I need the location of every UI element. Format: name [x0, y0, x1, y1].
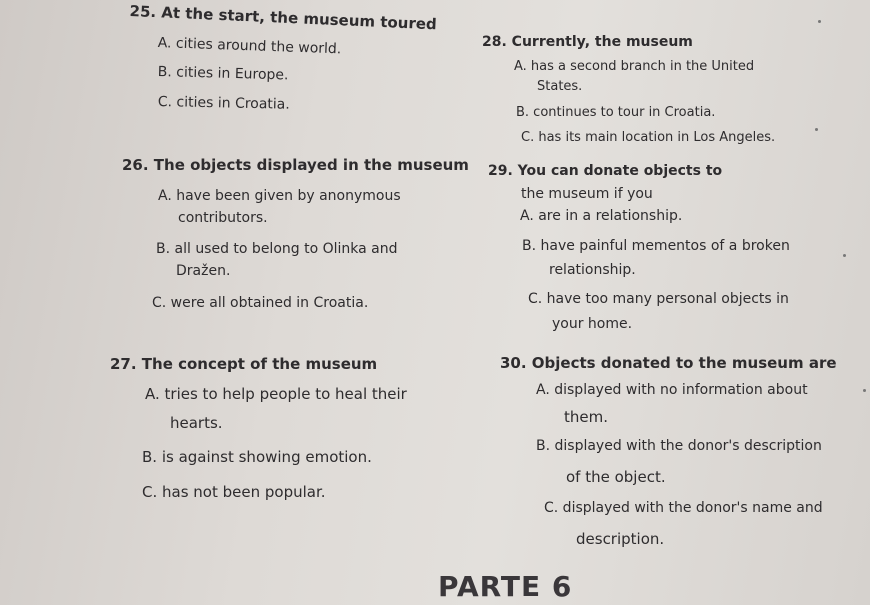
q26-option-b-line1: B. all used to belong to Olinka and: [156, 241, 398, 257]
question-28-stem: 28. Currently, the museum: [482, 34, 693, 50]
q25-option-b: B. cities in Europe.: [157, 64, 289, 84]
q30-option-b-line2: of the object.: [566, 468, 666, 486]
question-29-stem-line2: the museum if you: [521, 186, 653, 202]
paper-speck: [863, 389, 866, 392]
q27-option-a-line1: A. tries to help people to heal their: [145, 385, 407, 403]
q30-option-a-line1: A. displayed with no information about: [536, 382, 808, 398]
question-29-stem-line1: 29. You can donate objects to: [488, 163, 723, 179]
q25-option-a: A. cities around the world.: [157, 35, 342, 58]
q28-option-a-line2: States.: [537, 79, 583, 94]
q28-option-b: B. continues to tour in Croatia.: [516, 105, 716, 120]
paper-speck: [815, 128, 818, 131]
q30-option-b-line1: B. displayed with the donor's description: [536, 438, 822, 454]
q30-option-c-line1: C. displayed with the donor's name and: [544, 500, 823, 516]
section-heading: PARTE 6: [438, 570, 573, 603]
q28-option-c: C. has its main location in Los Angeles.: [521, 130, 776, 145]
q29-option-b-line1: B. have painful mementos of a broken: [522, 238, 790, 254]
q29-option-c-line1: C. have too many personal objects in: [528, 291, 789, 307]
q29-option-b-line2: relationship.: [549, 262, 636, 278]
question-30-stem: 30. Objects donated to the museum are: [500, 354, 837, 372]
q27-option-a-line2: hearts.: [170, 414, 223, 432]
q30-option-c-line2: description.: [576, 530, 665, 548]
q29-option-a: A. are in a relationship.: [520, 208, 683, 224]
question-26-stem: 26. The objects displayed in the museum: [122, 156, 469, 174]
q27-option-c: C. has not been popular.: [142, 483, 326, 501]
q29-option-c-line2: your home.: [552, 316, 633, 332]
q26-option-a-line2: contributors.: [178, 210, 268, 226]
paper-speck: [843, 254, 846, 257]
q27-option-b: B. is against showing emotion.: [142, 448, 372, 466]
q30-option-a-line2: them.: [564, 408, 608, 426]
paper-speck: [818, 20, 821, 23]
q28-option-a-line1: A. has a second branch in the United: [514, 59, 755, 74]
q26-option-c: C. were all obtained in Croatia.: [152, 295, 369, 311]
q26-option-a-line1: A. have been given by anonymous: [158, 188, 401, 204]
q25-option-c: C. cities in Croatia.: [157, 94, 290, 113]
question-27-stem: 27. The concept of the museum: [110, 355, 378, 373]
question-25-stem: 25. At the start, the museum toured: [129, 2, 438, 34]
q26-option-b-line2: Dražen.: [176, 263, 231, 279]
